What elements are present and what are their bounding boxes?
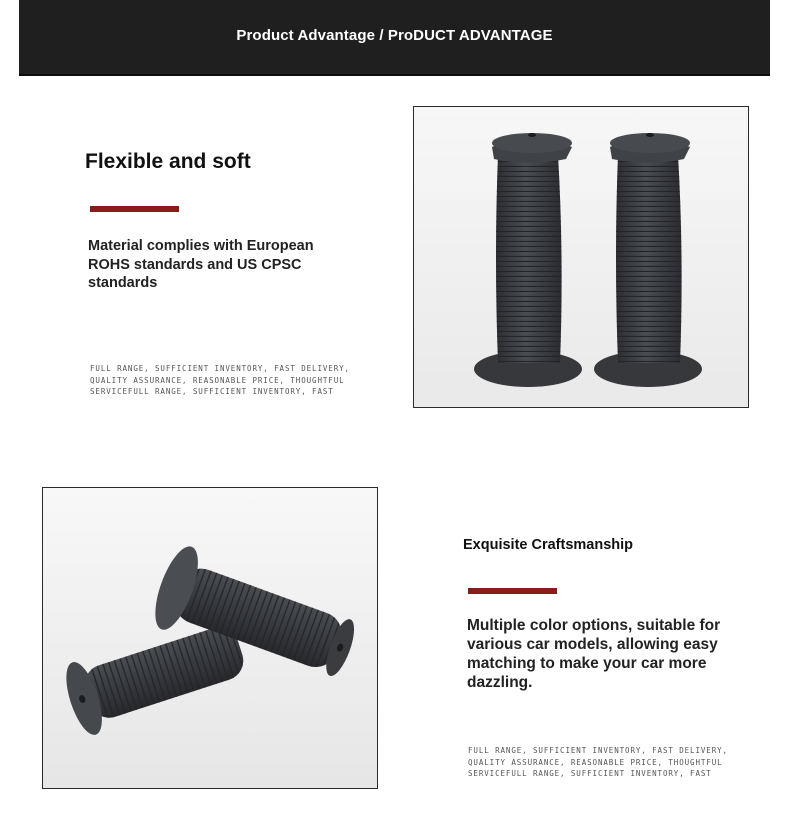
section2-heading: Exquisite Craftsmanship [463,537,634,553]
product-image-upright-grips [413,106,749,408]
section1-fine-print [90,363,350,398]
grips-crossed-illustration [43,488,377,788]
fine-print-line: SERVICEFULL RANGE, SUFFICIENT INVENTORY, FAST [90,387,334,396]
section2-description: Multiple color options, suitable for various car models, allowing easy matching to make your car more dazzling. [467,617,721,691]
fine-print-line: QUALITY ASSURANCE, REASONABLE PRICE, THOUGHTFUL [90,375,345,385]
grips-upright-illustration [414,107,748,407]
fine-print-line: QUALITY ASSURANCE, REASONABLE PRICE, THOUGHTFUL [468,757,723,767]
section1-description: Material complies with European ROHS standards and US CPSC standards [88,238,314,291]
product-image-crossed-grips [42,487,378,789]
fine-print-line: SERVICEFULL RANGE, SUFFICIENT INVENTORY, FAST [468,769,712,778]
page-title: Product Advantage / ProDUCT ADVANTAGE [236,27,553,44]
fine-print-line: FULL RANGE, SUFFICIENT INVENTORY, FAST DELIVERY, [468,746,728,755]
fine-print-line: FULL RANGE, SUFFICIENT INVENTORY, FAST DELIVERY, [90,364,350,373]
section2-accent-bar [468,588,557,594]
section1-heading: Flexible and soft [85,150,251,173]
section2-fine-print [468,745,728,780]
page-header [19,0,770,76]
section1-accent-bar [90,206,179,212]
